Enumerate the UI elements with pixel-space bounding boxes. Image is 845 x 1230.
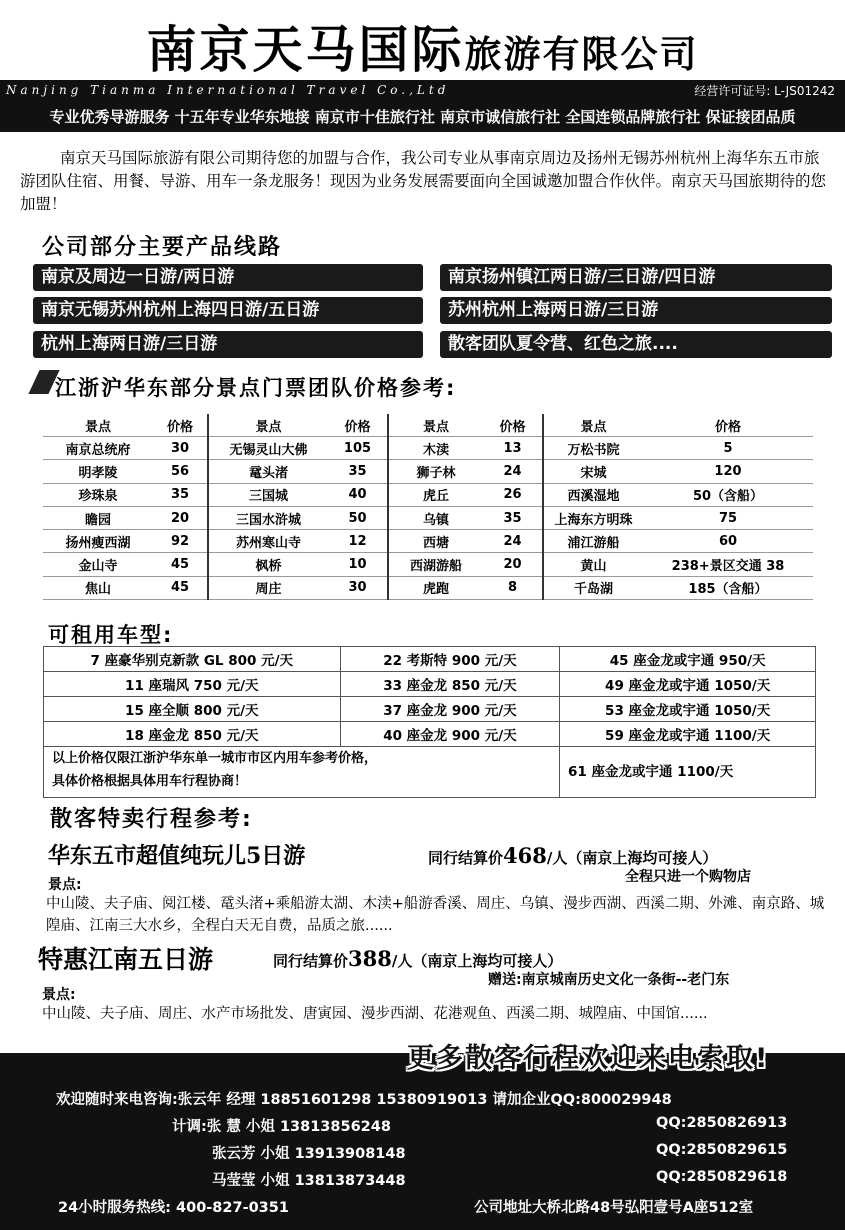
cell: 35 (328, 460, 388, 483)
tour2-spots-label: 景点: (42, 987, 76, 1003)
cell: 22 考斯特 900 元/天 (340, 647, 560, 672)
hotline: 24小时服务热线: 400-827-0351 (58, 1200, 289, 1216)
english-name: Nanjing Tianma International Travel Co.,Ltd (6, 83, 450, 97)
cell: 50（含船） (643, 483, 813, 506)
route-item: 杭州上海两日游/三日游 (33, 331, 423, 358)
cell: 虎丘 (388, 483, 483, 506)
cell: 上海东方明珠 (543, 506, 643, 529)
cell: 5 (643, 437, 813, 460)
col-header: 价格 (153, 414, 208, 437)
cell: 10 (328, 553, 388, 576)
cell: 三国城 (208, 483, 328, 506)
more-tours-banner: 更多散客行程欢迎来电索取! (407, 1043, 770, 1074)
col-header: 价格 (483, 414, 543, 437)
cell: 虎跑 (388, 576, 483, 599)
contact-footer (0, 1053, 845, 1230)
tour1-name: 华东五市超值纯玩儿5日游 (48, 843, 306, 869)
col-header: 景点 (43, 414, 153, 437)
col-header: 景点 (208, 414, 328, 437)
table-row (44, 722, 816, 747)
cell: 瞻园 (43, 506, 153, 529)
cell: 33 座金龙 850 元/天 (340, 672, 560, 697)
cell: 92 (153, 530, 208, 553)
table-row (44, 672, 816, 697)
car-note-line: 具体价格根据具体用车行程协商！ (52, 774, 248, 789)
cell: 37 座金龙 900 元/天 (340, 697, 560, 722)
table-row (43, 506, 813, 529)
address: 公司地址大桥北路48号弘阳壹号A座512室 (474, 1200, 754, 1216)
title-small: 旅游有限公司 (464, 33, 699, 76)
cell: 20 (153, 506, 208, 529)
car-note (52, 747, 377, 793)
cell: 105 (328, 437, 388, 460)
cell: 15 座全顺 800 元/天 (44, 697, 341, 722)
cell: 53 座金龙或宇通 1050/天 (560, 697, 816, 722)
cell: 千岛湖 (543, 576, 643, 599)
table-row (43, 530, 813, 553)
cell: 45 (153, 553, 208, 576)
cell: 56 (153, 460, 208, 483)
table-row (44, 647, 816, 672)
contact-line: 欢迎随时来电咨询:张云年 经理 18851601298 15380919013 请加企业QQ:800029948 (56, 1092, 672, 1108)
cell: 8 (483, 576, 543, 599)
cell: 45 (153, 576, 208, 599)
table-row (43, 483, 813, 506)
cell: 浦江游船 (543, 530, 643, 553)
ticket-price-table (43, 414, 813, 600)
cell: 75 (643, 506, 813, 529)
cell: 18 座金龙 850 元/天 (44, 722, 341, 747)
cell: 无锡灵山大佛 (208, 437, 328, 460)
cell: 24 (483, 530, 543, 553)
tour1-shop: 全程只进一个购物店 (625, 869, 751, 885)
contact-line: 马莹莹 小姐 13813873448 (212, 1173, 406, 1189)
cell: 120 (643, 460, 813, 483)
cell: 35 (483, 506, 543, 529)
cell: 珍珠泉 (43, 483, 153, 506)
cars-title: 可租用车型: (48, 623, 174, 647)
col-header: 景点 (543, 414, 643, 437)
route-item: 散客团队夏令营、红色之旅.... (440, 331, 832, 358)
cell: 周庄 (208, 576, 328, 599)
cell: 20 (483, 553, 543, 576)
tickets-title: 江浙沪华东部分景点门票团队价格参考: (55, 376, 457, 400)
license-number: 经营许可证号: L-JS01242 (694, 84, 835, 98)
car-extra: 61 座金龙或宇通 1100/天 (568, 764, 734, 780)
cell: 59 座金龙或宇通 1100/天 (560, 722, 816, 747)
cell: 西湖游船 (388, 553, 483, 576)
cell: 扬州瘦西湖 (43, 530, 153, 553)
route-item: 南京无锡苏州杭州上海四日游/五日游 (33, 297, 423, 324)
company-title (0, 0, 845, 80)
cell: 13 (483, 437, 543, 460)
cell: 黄山 (543, 553, 643, 576)
cell: 49 座金龙或宇通 1050/天 (560, 672, 816, 697)
tour2-gift: 赠送:南京城南历史文化一条街--老门东 (488, 972, 730, 988)
table-row (43, 576, 813, 599)
cell: 西塘 (388, 530, 483, 553)
cell: 45 座金龙或宇通 950/天 (560, 647, 816, 672)
cell: 苏州寒山寺 (208, 530, 328, 553)
cell: 焦山 (43, 576, 153, 599)
table-row (44, 697, 816, 722)
cell: 26 (483, 483, 543, 506)
route-item: 南京扬州镇江两日游/三日游/四日游 (440, 264, 832, 291)
price-suffix: /人（南京上海均可接人） (546, 849, 718, 867)
intro-paragraph: 南京天马国际旅游有限公司期待您的加盟与合作，我公司专业从事南京周边及扬州无锡苏州杭州上海华东五市旅游团队住宿、用餐、导游、用车一条龙服务！现因为业务发展需要面向全国诚邀加盟合作伙伴。南京天马国旅期待的您加盟！ (20, 149, 827, 213)
route-item: 苏州杭州上海两日游/三日游 (440, 297, 832, 324)
cell: 宋城 (543, 460, 643, 483)
tour2-name: 特惠江南五日游 (38, 945, 214, 974)
slogan: 专业优秀导游服务 十五年专业华东地接 南京市十佳旅行社 南京市诚信旅行社 全国连锁品牌旅行社 保证接团品质 (49, 108, 796, 126)
cell: 枫桥 (208, 553, 328, 576)
table-row (43, 460, 813, 483)
tour2-spots: 中山陵、夫子庙、周庄、水产市场批发、唐寅园、漫步西湖、花港观鱼、西溪二期、城隍庙、中国馆...... (42, 1006, 708, 1022)
contact-line: 计调:张 慧 小姐 13813856248 (172, 1119, 391, 1135)
cell: 南京总统府 (43, 437, 153, 460)
col-header: 价格 (328, 414, 388, 437)
table-row (43, 437, 813, 460)
tours-title: 散客特卖行程参考: (50, 807, 253, 832)
title-big: 南京天马国际 (146, 21, 465, 79)
cell: 185（含船） (643, 576, 813, 599)
cell: 乌镇 (388, 506, 483, 529)
cell: 鼋头渚 (208, 460, 328, 483)
contact-line: 张云芳 小姐 13913908148 (212, 1146, 406, 1162)
cell: 万松书院 (543, 437, 643, 460)
cell: 30 (328, 576, 388, 599)
cell: 12 (328, 530, 388, 553)
contact-qq: QQ:2850826913 (656, 1115, 788, 1131)
cell: 238+景区交通 38 (643, 553, 813, 576)
tour1-spots-label: 景点: (48, 877, 82, 893)
cell: 木渎 (388, 437, 483, 460)
cell: 30 (153, 437, 208, 460)
price-suffix: /人（南京上海均可接人） (391, 952, 563, 970)
cell: 金山寺 (43, 553, 153, 576)
cell: 24 (483, 460, 543, 483)
table-row (43, 553, 813, 576)
tour2-price (273, 946, 562, 971)
cell: 35 (153, 483, 208, 506)
cell: 狮子林 (388, 460, 483, 483)
routes-title: 公司部分主要产品线路 (42, 235, 283, 260)
cell: 明孝陵 (43, 460, 153, 483)
tour1-price (428, 843, 717, 868)
cell: 西溪湿地 (543, 483, 643, 506)
header-band (0, 80, 845, 132)
car-note-line: 以上价格仅限江浙沪华东单一城市市区内用车参考价格， (52, 751, 378, 766)
col-header: 价格 (643, 414, 813, 437)
route-item: 南京及周边一日游/两日游 (33, 264, 423, 291)
price-prefix: 同行结算价 (428, 849, 504, 867)
cell: 40 座金龙 900 元/天 (340, 722, 560, 747)
cell: 60 (643, 530, 813, 553)
table-header-row (43, 414, 813, 437)
price-value: 388 (348, 946, 392, 971)
cell: 50 (328, 506, 388, 529)
contact-qq: QQ:2850829618 (656, 1169, 788, 1185)
col-header: 景点 (388, 414, 483, 437)
cell: 7 座豪华别克新款 GL 800 元/天 (44, 647, 341, 672)
price-value: 468 (503, 843, 547, 868)
cell: 40 (328, 483, 388, 506)
cell: 11 座瑞风 750 元/天 (44, 672, 341, 697)
price-prefix: 同行结算价 (273, 952, 349, 970)
cell: 三国水浒城 (208, 506, 328, 529)
contact-qq: QQ:2850829615 (656, 1142, 788, 1158)
tour1-spots: 中山陵、夫子庙、阅江楼、鼋头渚+乘船游太湖、木渎+船游香溪、周庄、乌镇、漫步西湖、西溪二期、外滩、南京路、城隍庙、江南三大水乡，全程白天无自费，品质之旅...... (46, 896, 825, 934)
